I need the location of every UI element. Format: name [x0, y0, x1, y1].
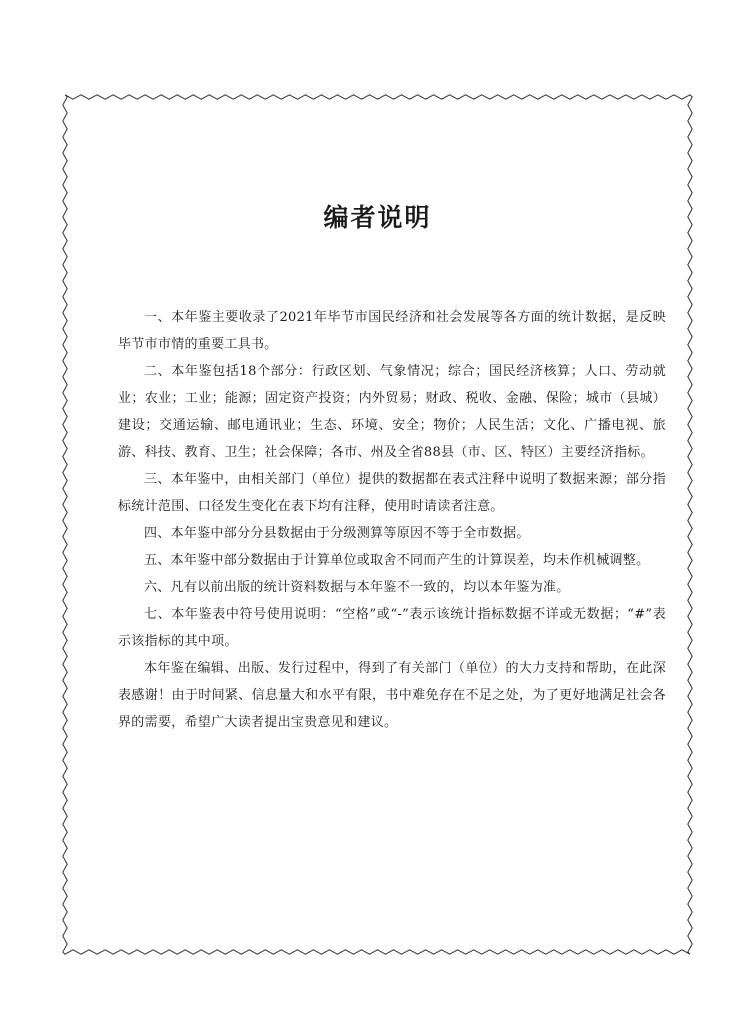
preface-paragraph-7: 七、本年鉴表中符号使用说明：“空格”或“-”表示该统计指标数据不详或无数据；“#”表示该指标的其中项。	[118, 607, 666, 649]
preface-paragraph-3: 三、本年鉴中，由相关部门（单位）提供的数据都在表式注释中说明了数据来源；部分指标统计范围、口径发生变化在表下均有注释，使用时请读者注意。	[118, 472, 666, 514]
preface-paragraph-4: 四、本年鉴中部分分县数据由于分级测算等原因不等于全市数据。	[144, 526, 530, 541]
preface-paragraph-6: 六、凡有以前出版的统计资料数据与本年鉴不一致的，均以本年鉴为准。	[144, 580, 570, 595]
preface-paragraph-1: 一、本年鉴主要收录了2021年毕节市国民经济和社会发展等各方面的统计数据，是反映毕节市市情的重要工具书。	[118, 310, 666, 352]
preface-paragraph-2: 二、本年鉴包括18个部分：行政区划、气象情况；综合；国民经济核算；人口、劳动就业；农业；工业；能源；固定资产投资；内外贸易；财政、税收、金融、保险；城市（县城）建设；交通运输、邮电通讯业；生态、环境、安全；物价；人民生活；文化、广播电视、旅游、科技、教育、卫生；社会保障；各市、州及全省88县（市、区、特区）主要经济指标。	[118, 364, 666, 460]
preface-body	[118, 304, 666, 736]
page-title: 编者说明	[323, 203, 432, 232]
preface-paragraph-5: 五、本年鉴中部分数据由于计算单位或取舍不同而产生的计算误差，均未作机械调整。	[144, 553, 650, 568]
preface-paragraph-8: 本年鉴在编辑、出版、发行过程中，得到了有关部门（单位）的大力支持和帮助，在此深表感谢！由于时间紧、信息量大和水平有限，书中难免存在不足之处，为了更好地满足社会各界的需要，希望广大读者提出宝贵意见和建议。	[118, 661, 666, 730]
